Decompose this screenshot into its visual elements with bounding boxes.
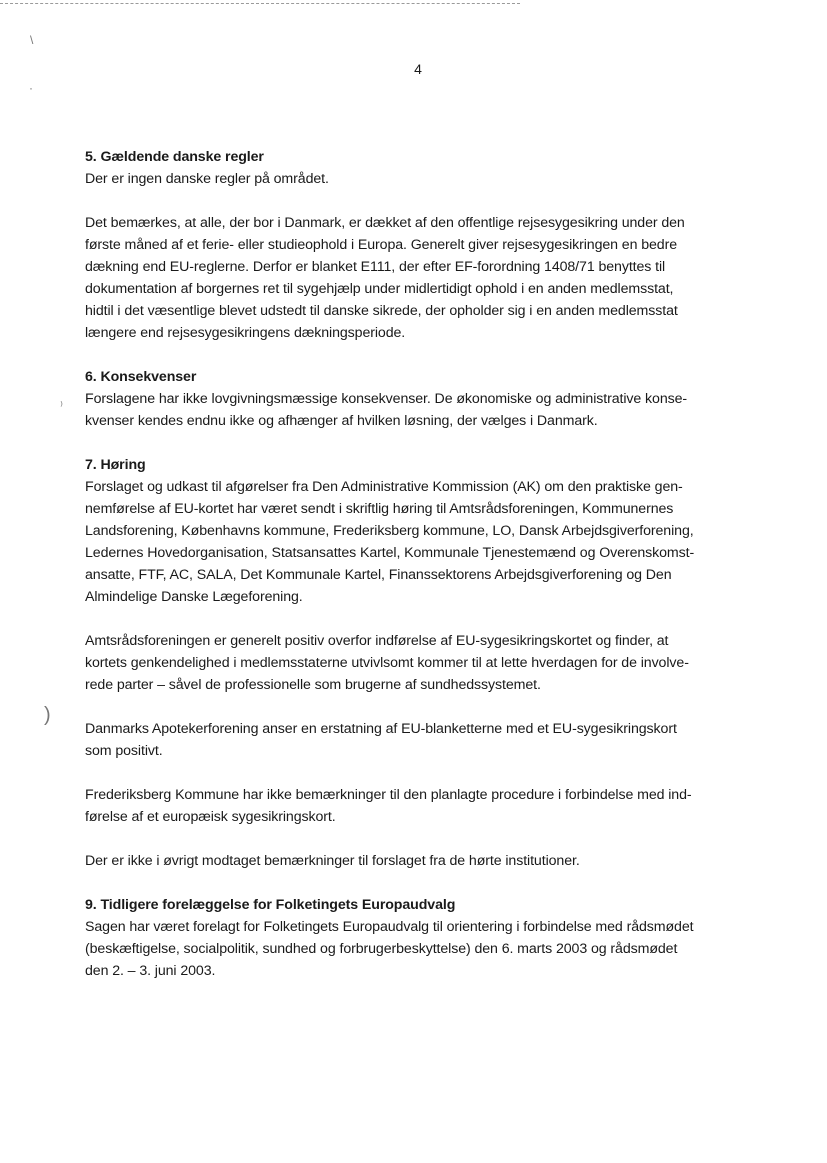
paragraph-line: som positivt.: [85, 743, 163, 759]
scan-punch-hole-mark: ): [44, 704, 51, 726]
paragraph-line: kvenser kendes endnu ikke og afhænger af hvilken løsning, der vælges i Danmark.: [85, 413, 598, 429]
paragraph-line: rede parter – såvel de professionelle som brugerne af sundhedssystemet.: [85, 677, 541, 693]
paragraph-line: ansatte, FTF, AC, SALA, Det Kommunale Kartel, Finanssektorens Arbejdsgiverforening og Den: [85, 567, 672, 583]
paragraph-line: den 2. – 3. juni 2003.: [85, 963, 216, 979]
scan-speck: ⁾: [60, 399, 63, 413]
section-heading: 6. Konsekvenser: [85, 369, 197, 385]
paragraph-line: nemførelse af EU-kortet har været sendt i skriftlig høring til Amtsrådsforeningen, Kommunernes: [85, 501, 674, 517]
section-7: [85, 454, 755, 872]
paragraph-line: længere end rejsesygesikringens dækningsperiode.: [85, 325, 406, 341]
paragraph-line: Danmarks Apotekerforening anser en erstatning af EU-blanketterne med et EU-sygesikringskort: [85, 721, 677, 737]
section-heading: 7. Høring: [85, 457, 146, 473]
paragraph-line: førelse af et europæisk sygesikringskort.: [85, 809, 336, 825]
paragraph-line: Landsforening, Københavns kommune, Frederiksberg kommune, LO, Dansk Arbejdsgiverforening,: [85, 523, 694, 539]
document-body: [85, 146, 755, 982]
section-5: [85, 146, 755, 344]
paragraph-line: Det bemærkes, at alle, der bor i Danmark, er dækket af den offentlige rejsesygesikring under den: [85, 215, 685, 231]
paragraph-line: Forslaget og udkast til afgørelser fra Den Administrative Kommission (AK) om den praktiske gen-: [85, 479, 683, 495]
section-6: [85, 366, 755, 432]
section-heading: 9. Tidligere forelæggelse for Folketingets Europaudvalg: [85, 897, 456, 913]
scan-top-edge-line: [0, 3, 520, 4]
section-heading: 5. Gældende danske regler: [85, 149, 264, 165]
paragraph-line: dokumentation af borgernes ret til sygehjælp under midlertidigt ophold i en anden medlemsstat,: [85, 281, 674, 297]
paragraph-line: (beskæftigelse, socialpolitik, sundhed og forbrugerbeskyttelse) den 6. marts 2003 og rådsmødet: [85, 941, 678, 957]
paragraph-line: Forslagene har ikke lovgivningsmæssige konsekvenser. De økonomiske og administrative konse-: [85, 391, 688, 407]
paragraph-line: Frederiksberg Kommune har ikke bemærkninger til den planlagte procedure i forbindelse med ind-: [85, 787, 692, 803]
page-number: 4: [414, 61, 422, 77]
paragraph-line: Almindelige Danske Lægeforening.: [85, 589, 303, 605]
paragraph-line: Amtsrådsforeningen er generelt positiv overfor indførelse af EU-sygesikringskortet og finder, at: [85, 633, 669, 649]
paragraph-line: kortets genkendelighed i medlemsstaterne utvivlsomt kommer til at lette hverdagen for de involve-: [85, 655, 689, 671]
paragraph-line: første måned af et ferie- eller studieophold i Europa. Generelt giver rejsesygesikringen en bedre: [85, 237, 678, 253]
scan-speck: \: [30, 33, 34, 47]
paragraph-line: hidtil i det væsentlige blevet udstedt til danske sikrede, der opholder sig i en anden medlemsstat: [85, 303, 678, 319]
paragraph-line: Ledernes Hovedorganisation, Statsansattes Kartel, Kommunale Tjenestemænd og Overenskomst-: [85, 545, 695, 561]
section-9: [85, 894, 755, 982]
paragraph-line: dækning end EU-reglerne. Derfor er blanket E111, der efter EF-forordning 1408/71 benyttes til: [85, 259, 666, 275]
paragraph-line: Der er ingen danske regler på området.: [85, 171, 329, 187]
scan-speck: ·: [29, 81, 33, 95]
paragraph-line: Der er ikke i øvrigt modtaget bemærkninger til forslaget fra de hørte institutioner.: [85, 853, 580, 869]
paragraph-line: Sagen har været forelagt for Folketingets Europaudvalg til orientering i forbindelse med rådsmødet: [85, 919, 694, 935]
